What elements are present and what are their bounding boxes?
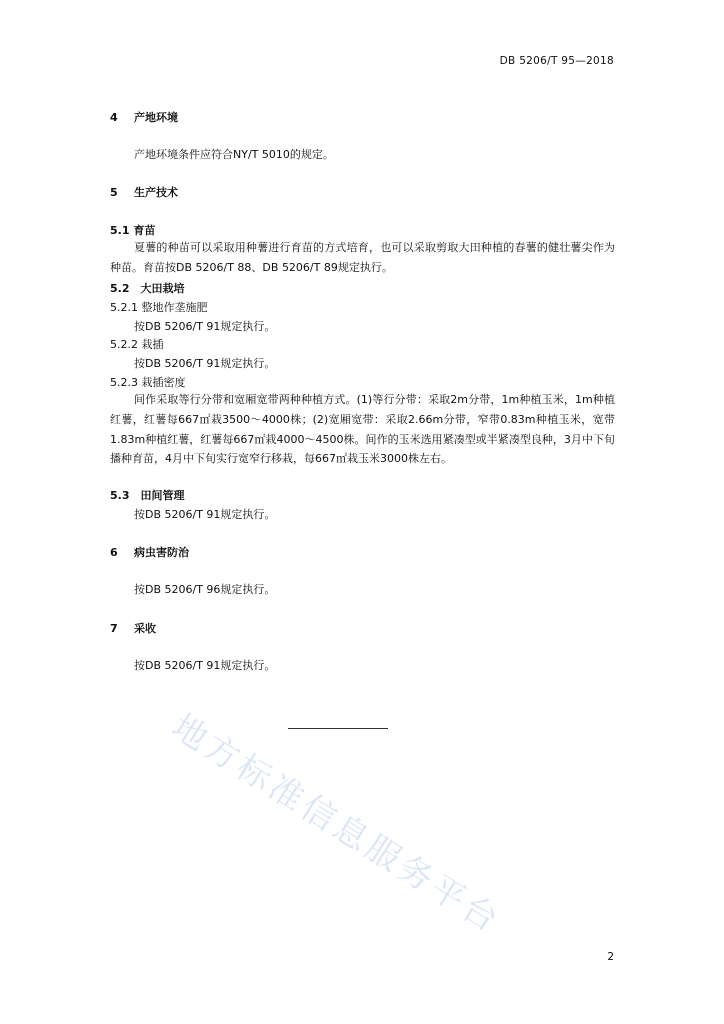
section-5-3-heading: 5.3 田间管理 (110, 489, 185, 502)
section-5-2-heading: 5.2 大田栽培 (110, 282, 185, 295)
section-6-text: 按DB 5206/T 96规定执行。 (134, 583, 276, 596)
section-4-text: 产地环境条件应符合NY/T 5010的规定。 (134, 148, 334, 161)
section-number: 5 (110, 186, 118, 199)
section-title: 病虫害防治 (134, 546, 189, 559)
end-separator-line (288, 728, 388, 729)
section-6-heading (110, 546, 189, 560)
section-number: 7 (110, 622, 118, 635)
section-7-text: 按DB 5206/T 91规定执行。 (134, 659, 276, 672)
section-title: 生产技术 (134, 186, 178, 199)
section-title: 采收 (134, 622, 156, 635)
section-5-1-text: 夏薯的种苗可以采取用种薯进行育苗的方式培育，也可以采取剪取大田种植的春薯的健壮薯尖作为种苗。育苗按DB 5206/T 88、DB 5206/T 89规定执行。 (110, 241, 615, 274)
section-5-2-2-heading: 5.2.2 栽插 (110, 338, 164, 351)
section-5-2-3-text: 间作采取等行分带和宽厢宽带两种种植方式。(1)等行分带：采取2m分带，1m种植玉米，1m种植红薯，红薯每667㎡栽3500～4000株；(2)宽厢宽带：采取2.66m分带，窄带0.83m种植玉米，宽带1.83m种植红薯，红薯每667㎡栽4000～4500株。间作的玉米选用紧凑型或半紧凑型良种，3月中下旬播种育苗，4月中下旬实行宽窄行移栽，每667㎡栽玉米3000株左右。 (110, 393, 615, 466)
page-number: 2 (607, 951, 614, 963)
section-5-2-1-heading: 5.2.1 整地作垄施肥 (110, 301, 208, 314)
section-5-heading (110, 186, 178, 200)
section-5-2-2-text: 按DB 5206/T 91规定执行。 (134, 357, 276, 370)
section-7-heading (110, 622, 156, 636)
watermark: 地方标准信息服务平台 (164, 706, 509, 943)
section-title: 产地环境 (134, 111, 178, 124)
section-5-2-3-heading: 5.2.3 栽插密度 (110, 376, 186, 389)
section-5-3-text: 按DB 5206/T 91规定执行。 (134, 508, 276, 521)
section-5-2-1-text: 按DB 5206/T 91规定执行。 (134, 320, 276, 333)
section-number: 4 (110, 111, 118, 124)
section-4-heading (110, 111, 178, 125)
section-number: 6 (110, 546, 118, 559)
document-code-header: DB 5206/T 95—2018 (499, 55, 614, 67)
section-5-1-heading: 5.1 育苗 (110, 224, 156, 237)
